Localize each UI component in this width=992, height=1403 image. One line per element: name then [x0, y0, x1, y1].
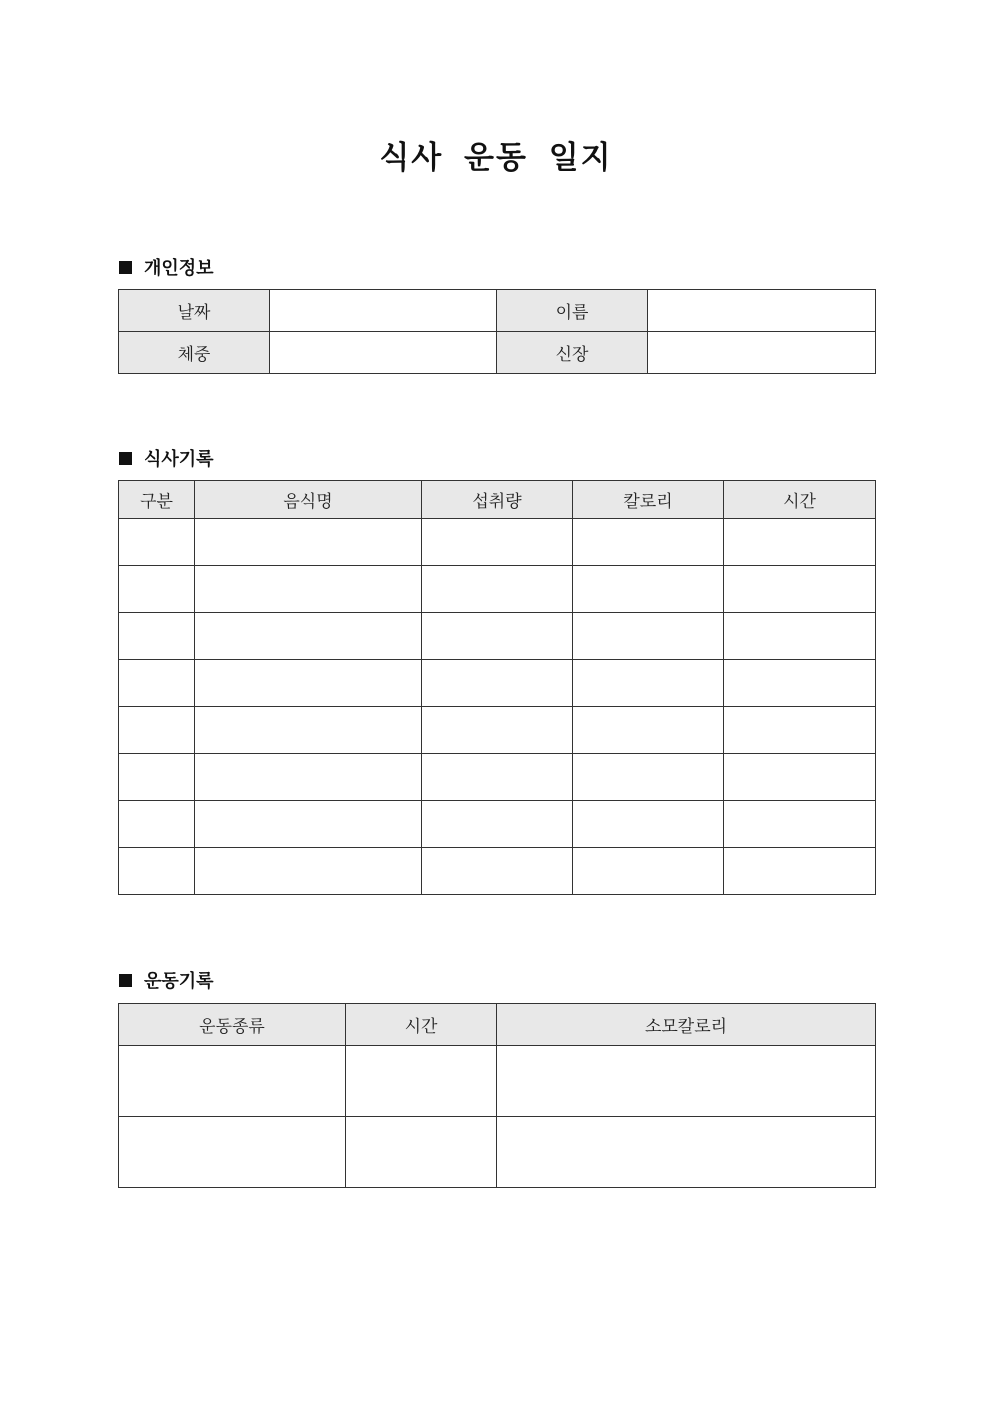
table-cell[interactable]: [422, 801, 573, 848]
height-field[interactable]: [648, 332, 876, 374]
table-cell[interactable]: [195, 519, 422, 566]
column-header-calories-burned: 소모칼로리: [497, 1004, 876, 1046]
table-row: [119, 660, 876, 707]
exercise-heading-label: 운동기록: [144, 971, 214, 992]
table-cell[interactable]: [497, 1117, 876, 1188]
personal-section-heading: [119, 254, 214, 280]
table-row: [119, 848, 876, 895]
table-cell[interactable]: [573, 613, 724, 660]
table-cell[interactable]: [346, 1046, 497, 1117]
table-row: [119, 707, 876, 754]
square-bullet-icon: [119, 452, 132, 465]
table-cell[interactable]: [119, 1117, 346, 1188]
table-cell[interactable]: [422, 660, 573, 707]
table-cell[interactable]: [119, 613, 195, 660]
table-cell[interactable]: [346, 1117, 497, 1188]
table-row: [119, 519, 876, 566]
column-header-food-name: 음식명: [195, 481, 422, 519]
table-cell[interactable]: [422, 707, 573, 754]
table-cell[interactable]: [724, 801, 876, 848]
weight-field[interactable]: [270, 332, 497, 374]
weight-label: 체중: [119, 332, 270, 374]
name-label: 이름: [497, 290, 648, 332]
table-row: [119, 566, 876, 613]
personal-heading-label: 개인정보: [144, 258, 214, 279]
table-cell[interactable]: [573, 707, 724, 754]
table-cell[interactable]: [573, 754, 724, 801]
table-cell[interactable]: [195, 707, 422, 754]
table-cell[interactable]: [195, 801, 422, 848]
table-cell[interactable]: [119, 1046, 346, 1117]
exercise-section-heading: [119, 967, 214, 993]
table-cell[interactable]: [119, 707, 195, 754]
column-header-category: 구분: [119, 481, 195, 519]
table-cell[interactable]: [119, 848, 195, 895]
table-cell[interactable]: [573, 519, 724, 566]
table-cell[interactable]: [119, 660, 195, 707]
meal-heading-label: 식사기록: [144, 449, 214, 470]
table-cell[interactable]: [119, 801, 195, 848]
meal-section-heading: [119, 445, 214, 471]
column-header-calories: 칼로리: [573, 481, 724, 519]
column-header-amount: 섭취량: [422, 481, 573, 519]
table-cell[interactable]: [422, 613, 573, 660]
column-header-time: 시간: [724, 481, 876, 519]
table-cell[interactable]: [724, 519, 876, 566]
table-cell[interactable]: [422, 566, 573, 613]
table-cell[interactable]: [195, 566, 422, 613]
table-cell[interactable]: [497, 1046, 876, 1117]
table-cell[interactable]: [573, 848, 724, 895]
height-label: 신장: [497, 332, 648, 374]
table-cell[interactable]: [195, 613, 422, 660]
date-field[interactable]: [270, 290, 497, 332]
table-row: [119, 801, 876, 848]
table-cell[interactable]: [195, 848, 422, 895]
table-header-row: [119, 1004, 876, 1046]
name-field[interactable]: [648, 290, 876, 332]
table-cell[interactable]: [119, 566, 195, 613]
square-bullet-icon: [119, 974, 132, 987]
table-cell[interactable]: [195, 754, 422, 801]
table-cell[interactable]: [724, 660, 876, 707]
table-cell[interactable]: [195, 660, 422, 707]
square-bullet-icon: [119, 261, 132, 274]
table-cell[interactable]: [422, 848, 573, 895]
table-cell[interactable]: [573, 566, 724, 613]
column-header-time: 시간: [346, 1004, 497, 1046]
exercise-record-table: [118, 1003, 876, 1188]
table-row: [119, 1117, 876, 1188]
column-header-exercise-type: 운동종류: [119, 1004, 346, 1046]
table-cell[interactable]: [724, 848, 876, 895]
table-header-row: [119, 481, 876, 519]
table-row: [119, 332, 876, 374]
table-cell[interactable]: [422, 519, 573, 566]
table-row: [119, 613, 876, 660]
table-cell[interactable]: [573, 660, 724, 707]
personal-info-table: [118, 289, 876, 374]
table-row: [119, 290, 876, 332]
table-cell[interactable]: [119, 754, 195, 801]
meal-record-table: [118, 480, 876, 895]
table-row: [119, 1046, 876, 1117]
page-title: 식사 운동 일지: [379, 140, 613, 176]
table-cell[interactable]: [724, 754, 876, 801]
table-cell[interactable]: [573, 801, 724, 848]
table-cell[interactable]: [422, 754, 573, 801]
table-cell[interactable]: [724, 566, 876, 613]
table-cell[interactable]: [724, 707, 876, 754]
date-label: 날짜: [119, 290, 270, 332]
table-cell[interactable]: [119, 519, 195, 566]
table-row: [119, 754, 876, 801]
table-cell[interactable]: [724, 613, 876, 660]
